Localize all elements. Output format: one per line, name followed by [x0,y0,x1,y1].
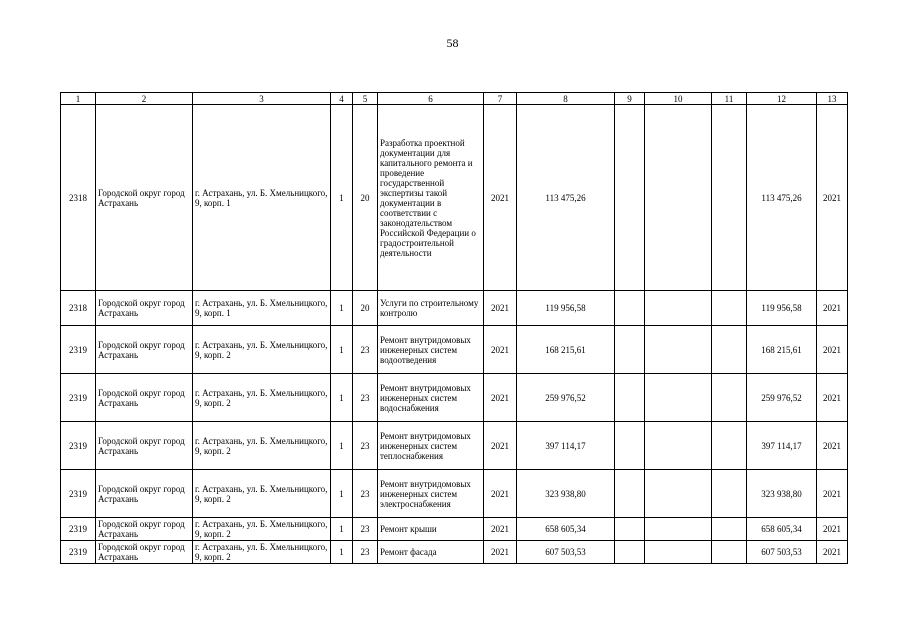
cell-year-end: 2021 [817,422,848,470]
cell-col4: 1 [331,518,353,541]
cell-col5: 20 [353,105,378,291]
cell-col9 [615,326,645,374]
cell-col4: 1 [331,470,353,518]
cell-amount: 397 114,17 [517,422,615,470]
cell-col5: 23 [353,422,378,470]
cell-col10 [645,326,712,374]
cell-year-end: 2021 [817,470,848,518]
cell-municipality: Городской округ город Астрахань [96,541,193,564]
table-row [61,105,848,291]
cell-municipality: Городской округ город Астрахань [96,374,193,422]
header-cell: 7 [484,93,517,105]
cell-col11 [712,470,747,518]
cell-col5: 23 [353,518,378,541]
cell-col10 [645,422,712,470]
cell-col9 [615,470,645,518]
cell-col11 [712,518,747,541]
cell-col9 [615,374,645,422]
cell-year-end: 2021 [817,326,848,374]
cell-year-end: 2021 [817,291,848,326]
cell-year: 2021 [484,374,517,422]
cell-col9 [615,518,645,541]
cell-col9 [615,105,645,291]
cell-address: г. Астрахань, ул. Б. Хмельницкого, 9, корп. 1 [193,105,331,291]
cell-work-type: Ремонт фасада [378,541,484,564]
cell-amount: 113 475,26 [517,105,615,291]
cell-col10 [645,105,712,291]
cell-year: 2021 [484,518,517,541]
cell-municipality: Городской округ город Астрахань [96,422,193,470]
cell-year: 2021 [484,470,517,518]
cell-col9 [615,291,645,326]
cell-col9 [615,541,645,564]
header-cell: 4 [331,93,353,105]
cell-amount-total: 658 605,34 [747,518,817,541]
table-row [61,326,848,374]
cell-work-type: Ремонт внутридомовых инженерных систем электроснабжения [378,470,484,518]
cell-amount-total: 168 215,61 [747,326,817,374]
cell-address: г. Астрахань, ул. Б. Хмельницкого, 9, корп. 2 [193,422,331,470]
cell-col5: 20 [353,291,378,326]
cell-year: 2021 [484,291,517,326]
cell-address: г. Астрахань, ул. Б. Хмельницкого, 9, корп. 2 [193,541,331,564]
cell-col5: 23 [353,541,378,564]
cell-col11 [712,291,747,326]
table-row [61,541,848,564]
cell-year: 2021 [484,105,517,291]
cell-col11 [712,374,747,422]
cell-year-end: 2021 [817,105,848,291]
data-table [60,92,848,564]
table-row [61,291,848,326]
cell-amount-total: 113 475,26 [747,105,817,291]
cell-number: 2318 [61,291,96,326]
header-cell: 9 [615,93,645,105]
header-cell: 8 [517,93,615,105]
cell-municipality: Городской округ город Астрахань [96,105,193,291]
cell-address: г. Астрахань, ул. Б. Хмельницкого, 9, корп. 2 [193,470,331,518]
cell-year: 2021 [484,422,517,470]
table-row [61,470,848,518]
cell-address: г. Астрахань, ул. Б. Хмельницкого, 9, корп. 1 [193,291,331,326]
cell-col10 [645,291,712,326]
cell-col5: 23 [353,326,378,374]
cell-number: 2319 [61,470,96,518]
cell-number: 2318 [61,105,96,291]
cell-col11 [712,541,747,564]
cell-amount: 323 938,80 [517,470,615,518]
cell-col4: 1 [331,326,353,374]
cell-number: 2319 [61,422,96,470]
cell-col5: 23 [353,374,378,422]
cell-col10 [645,541,712,564]
cell-number: 2319 [61,518,96,541]
cell-work-type: Ремонт крыши [378,518,484,541]
cell-number: 2319 [61,374,96,422]
cell-amount-total: 607 503,53 [747,541,817,564]
header-cell: 10 [645,93,712,105]
table-row [61,518,848,541]
header-cell: 11 [712,93,747,105]
cell-address: г. Астрахань, ул. Б. Хмельницкого, 9, корп. 2 [193,326,331,374]
header-row [61,93,848,105]
cell-amount: 607 503,53 [517,541,615,564]
cell-amount: 658 605,34 [517,518,615,541]
cell-address: г. Астрахань, ул. Б. Хмельницкого, 9, корп. 2 [193,374,331,422]
cell-work-type: Услуги по строительному контролю [378,291,484,326]
cell-number: 2319 [61,326,96,374]
cell-work-type: Ремонт внутридомовых инженерных систем водоснабжения [378,374,484,422]
header-cell: 12 [747,93,817,105]
cell-year-end: 2021 [817,541,848,564]
cell-amount: 168 215,61 [517,326,615,374]
cell-work-type: Ремонт внутридомовых инженерных систем водоотведения [378,326,484,374]
cell-amount: 119 956,58 [517,291,615,326]
table-row [61,374,848,422]
cell-municipality: Городской округ город Астрахань [96,470,193,518]
header-cell: 6 [378,93,484,105]
cell-number: 2319 [61,541,96,564]
cell-address: г. Астрахань, ул. Б. Хмельницкого, 9, корп. 2 [193,518,331,541]
header-cell: 2 [96,93,193,105]
header-cell: 13 [817,93,848,105]
cell-municipality: Городской округ город Астрахань [96,518,193,541]
cell-col4: 1 [331,541,353,564]
cell-municipality: Городской округ город Астрахань [96,326,193,374]
cell-col4: 1 [331,422,353,470]
header-cell: 5 [353,93,378,105]
cell-amount: 259 976,52 [517,374,615,422]
cell-col4: 1 [331,105,353,291]
header-cell: 1 [61,93,96,105]
cell-col4: 1 [331,374,353,422]
cell-amount-total: 323 938,80 [747,470,817,518]
cell-year-end: 2021 [817,518,848,541]
cell-amount-total: 259 976,52 [747,374,817,422]
cell-year: 2021 [484,541,517,564]
cell-col10 [645,518,712,541]
cell-col10 [645,470,712,518]
cell-year: 2021 [484,326,517,374]
cell-amount-total: 397 114,17 [747,422,817,470]
cell-col5: 23 [353,470,378,518]
cell-year-end: 2021 [817,374,848,422]
header-cell: 3 [193,93,331,105]
cell-col11 [712,422,747,470]
page-number: 58 [446,36,459,50]
cell-work-type: Ремонт внутридомовых инженерных систем теплоснабжения [378,422,484,470]
cell-col9 [615,422,645,470]
cell-col4: 1 [331,291,353,326]
cell-col10 [645,374,712,422]
cell-col11 [712,326,747,374]
table-row [61,422,848,470]
cell-work-type: Разработка проектной документации для капитального ремонта и проведение государственной экспертизы такой документации в соответствии с законодательством Российской Федерации о градостроительной деятельности [378,105,484,291]
cell-col11 [712,105,747,291]
cell-amount-total: 119 956,58 [747,291,817,326]
cell-municipality: Городской округ город Астрахань [96,291,193,326]
